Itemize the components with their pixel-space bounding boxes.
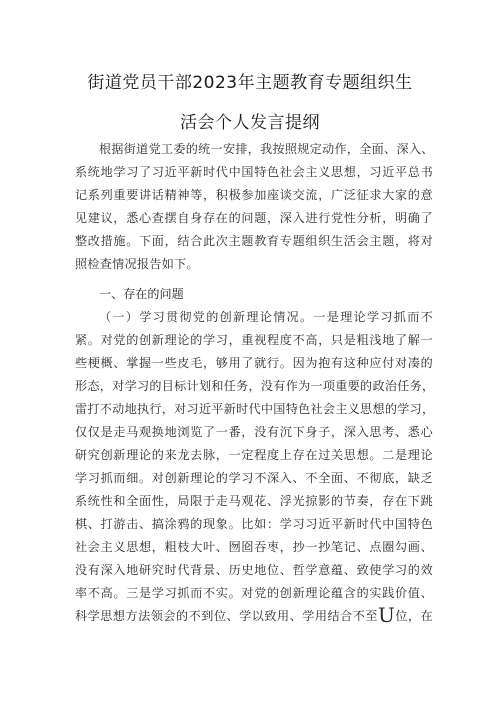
section-heading: 一、存在的问题 xyxy=(99,287,184,301)
intro-line: 照检查情况报告如下。 xyxy=(75,257,199,271)
body-line: 学习抓而细。对创新理论的学习不深入、不全面、不彻底，缺乏 xyxy=(75,471,433,485)
intro-line: 见建议，悉心查摆自身存在的问题，深入进行党性分析，明确了 xyxy=(75,211,433,225)
body-line: 研究创新理论的来龙去脉，一定程度上存在过关思想。二是理论 xyxy=(75,448,433,462)
body-line: 雷打不动地执行，对习近平新时代中国特色社会主义思想的学习， xyxy=(75,402,435,416)
body-line: 没有深入地研究时代背景、历史地位、哲学意蕴、致使学习的效 xyxy=(75,563,433,577)
intro-line: 系统地学习了习近平新时代中国特色社会主义思想，习近平总书 xyxy=(75,165,433,179)
body-line: 系统性和全面性，局限于走马观花、浮光掠影的节奏，存在下跳 xyxy=(75,494,433,508)
document-title-line-2: 活会个人发言提纲 xyxy=(180,113,320,133)
body-text-segment: 科学思想方法领会的不到位、学以致用、学用结合不至 xyxy=(75,609,378,623)
document-title-line-1: 街道党员干部2023年主题教育专题组织生 xyxy=(87,73,413,93)
body-line: 仅仅是走马观换地浏览了一番，没有沉下身子，深入思考、悉心 xyxy=(75,425,433,439)
body-line: 社会主义思想，粗枝大叶、囫囵吞枣，抄一抄笔记、点圈勾画、 xyxy=(75,540,433,554)
body-line: 形态，对学习的目标计划和任务，没有作为一项重要的政治任务， xyxy=(75,379,435,393)
body-text-segment: 位，在 xyxy=(395,609,433,623)
body-line: （一）学习贯彻党的创新理论情况。一是理论学习抓而不 xyxy=(99,310,433,324)
body-line: 紧。对党的创新理论的学习，重视程度不高，只是粗浅地了解一 xyxy=(75,333,433,347)
stray-letter: U xyxy=(377,603,396,627)
body-line: 率不高。三是学习抓而不实。对党的创新理论蕴含的实践价值、 xyxy=(75,586,433,600)
body-line-last xyxy=(75,603,433,627)
body-line: 些梗概、掌握一些皮毛，够用了就行。因为抱有这种应付对凑的 xyxy=(75,356,433,370)
intro-line: 根据街道党工委的统一安排，我按照规定动作，全面、深入、 xyxy=(99,142,434,156)
intro-line: 整改措施。下面，结合此次主题教育专题组织生活会主题，将对 xyxy=(75,234,433,248)
intro-line: 记系列重要讲话精神等，积极参加座谈交流，广泛征求大家的意 xyxy=(75,188,433,202)
body-line: 棋、打游击、搞涂鸦的现象。比如：学习习近平新时代中国特色 xyxy=(75,517,433,531)
